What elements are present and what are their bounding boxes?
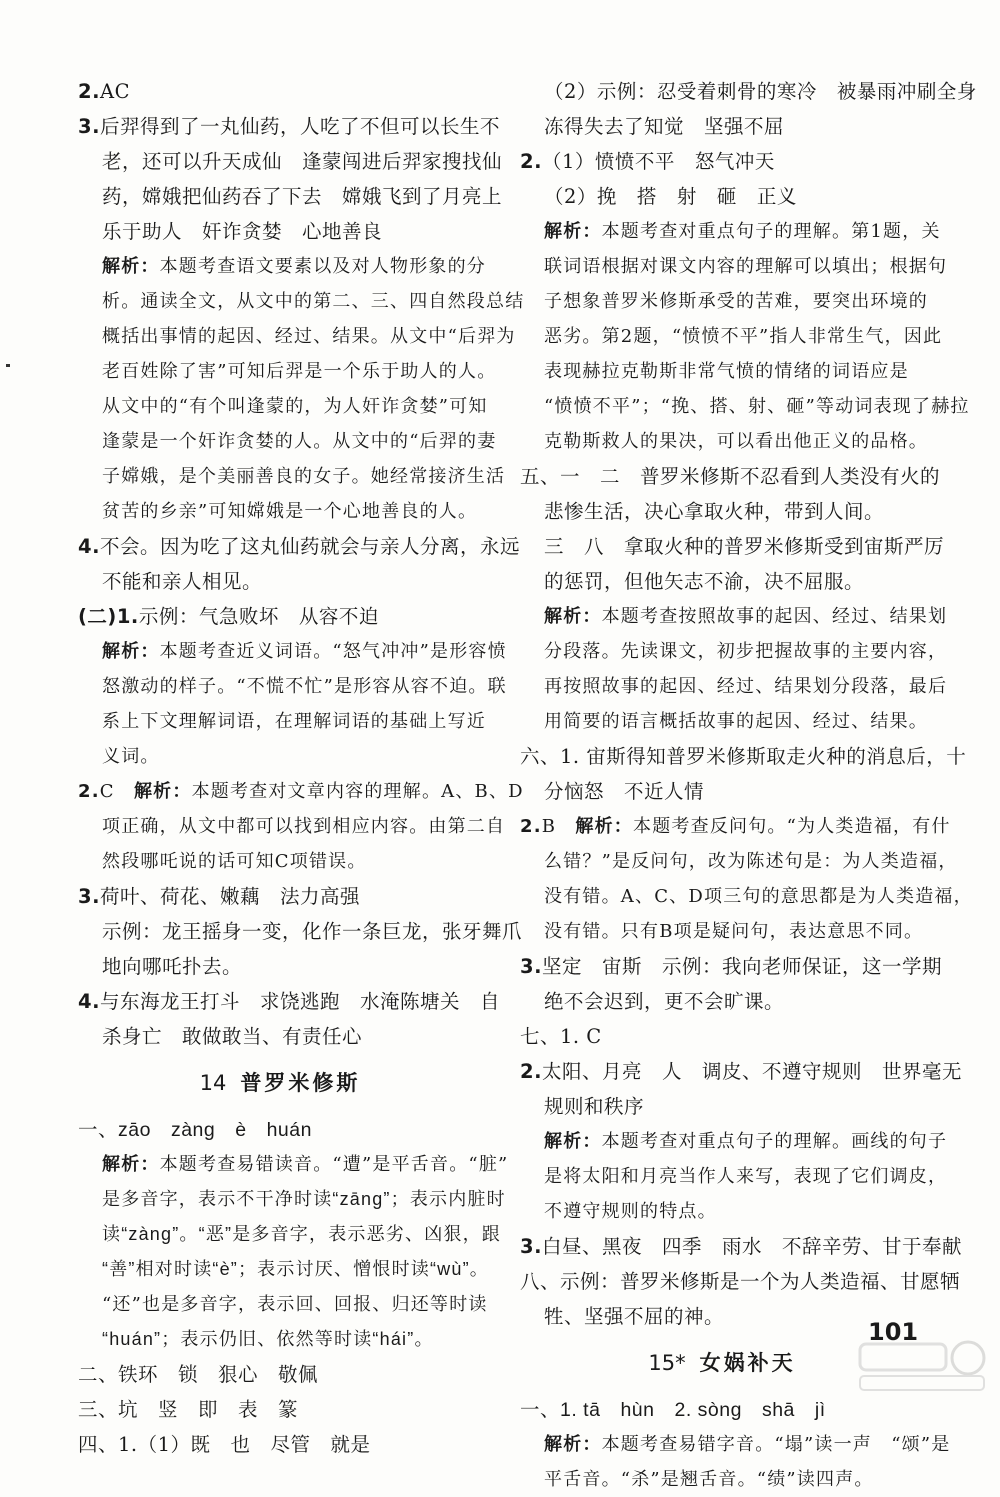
item-number: 4. bbox=[78, 990, 100, 1013]
line-text: 杀身亡 敢做敢当、有责任心 bbox=[102, 1025, 363, 1048]
line-text: 读“zàng”。“恶”是多音字，表示恶劣、凶狠，跟 bbox=[102, 1224, 502, 1244]
analysis-label: 解析： bbox=[544, 1434, 602, 1455]
line-text: 一、zāo zàng è huán bbox=[78, 1119, 312, 1141]
text-line bbox=[520, 494, 924, 529]
line-text: （2）示例：忍受着刺骨的寒冷 被暴雨冲刷全身 bbox=[544, 80, 977, 103]
text-line bbox=[78, 809, 506, 844]
line-text: （2）挽 搭 射 砸 正义 bbox=[544, 185, 797, 208]
text-line bbox=[78, 494, 482, 529]
line-text: “愤愤不平”；“挽、搭、射、砸”等动词表现了赫拉 bbox=[544, 396, 970, 417]
line-text: （1）愤愤不平 怒气冲天 bbox=[541, 150, 775, 173]
line-text: 用简要的语言概括故事的起因、经过、结果。 bbox=[544, 711, 928, 732]
line-text: 分恼怒 不近人情 bbox=[544, 780, 705, 803]
text-line bbox=[520, 564, 924, 599]
line-text: 太阳、月亮 人 调皮、不遵守规则 世界毫无 bbox=[541, 1060, 962, 1083]
analysis-label: 解析： bbox=[102, 641, 160, 662]
line-text: 怒激动的样子。“不慌不忙”是形容从容不迫。联 bbox=[102, 676, 507, 697]
text-line bbox=[78, 599, 482, 634]
line-text: 与东海龙王打斗 求饶逃跑 水淹陈塘关 自 bbox=[99, 990, 500, 1013]
text-line bbox=[520, 634, 948, 669]
line-text: AC bbox=[99, 80, 130, 103]
text-line bbox=[520, 704, 928, 739]
line-text: 老，还可以升天成仙 逢蒙闯进后羿家搜找仙 bbox=[102, 150, 503, 173]
text-line bbox=[78, 214, 482, 249]
line-text: 绝不会迟到，更不会旷课。 bbox=[544, 990, 785, 1013]
line-text: B bbox=[541, 816, 576, 837]
text-line bbox=[520, 284, 928, 319]
text-line bbox=[520, 529, 945, 564]
line-text: 然段哪吒说的话可知C项错误。 bbox=[102, 851, 367, 872]
line-text: 六、1. 宙斯得知普罗米修斯取走火种的消息后，十 bbox=[520, 745, 967, 768]
text-line bbox=[520, 354, 924, 389]
line-text: 克勒斯救人的果决，可以看出他正义的品格。 bbox=[544, 431, 928, 452]
text-line bbox=[520, 424, 928, 459]
analysis-label: 解析： bbox=[575, 816, 634, 837]
text-line bbox=[78, 844, 482, 879]
line-text: 本题考查语文要素以及对人物形象的分 bbox=[159, 256, 487, 277]
item-number: 2. bbox=[520, 150, 542, 173]
text-line bbox=[520, 1264, 961, 1299]
text-line bbox=[78, 1182, 506, 1217]
line-text: 三 八 拿取火种的普罗米修斯受到宙斯严厉 bbox=[544, 535, 945, 558]
text-line bbox=[520, 669, 948, 704]
line-text: 老百姓除了害”可知后羿是一个乐于助人的人。 bbox=[102, 361, 497, 382]
text-line bbox=[520, 319, 943, 354]
line-text: 地向哪吒扑去。 bbox=[102, 955, 243, 978]
text-line bbox=[520, 1054, 962, 1089]
item-number: 3. bbox=[78, 885, 100, 908]
item-number: 2. bbox=[78, 80, 100, 103]
line-text: 系上下文理解词语，在理解词语的基础上写近 bbox=[102, 711, 486, 732]
text-line bbox=[78, 949, 482, 984]
line-text: 再按照故事的起因、经过、结果划分段落，最后 bbox=[544, 676, 948, 697]
text-line bbox=[520, 1159, 948, 1194]
line-text: 析。通读全文，从文中的第二、三、四自然段总结 bbox=[102, 291, 525, 312]
text-line bbox=[78, 739, 482, 774]
text-line bbox=[520, 1462, 924, 1497]
text-line bbox=[520, 74, 977, 109]
line-text: “huán”；表示仍旧、依然等时读“hái”。 bbox=[102, 1329, 434, 1349]
text-line bbox=[520, 949, 942, 984]
line-text: 本题考查易错字音。“塌”读一声 “颂”是 bbox=[601, 1434, 951, 1455]
line-text: 是多音字，表示不干净时读“zāng”；表示内脏时 bbox=[102, 1189, 506, 1209]
section-title: 普罗米修斯 bbox=[240, 1071, 361, 1095]
line-text: 乐于助人 奸诈贪婪 心地善良 bbox=[102, 220, 383, 243]
text-line bbox=[78, 669, 507, 704]
text-line bbox=[78, 459, 506, 494]
line-text: 牲、坚强不屈的神。 bbox=[544, 1305, 725, 1328]
line-text: 逢蒙是一个奸诈贪婪的人。从文中的“后羿的妻 bbox=[102, 431, 497, 452]
analysis-label: 解析： bbox=[102, 1154, 160, 1175]
text-line bbox=[520, 1299, 924, 1334]
text-line bbox=[78, 1019, 482, 1054]
line-text: “还”也是多音字，表示回、回报、归还等时读 bbox=[102, 1294, 488, 1315]
margin-mark bbox=[6, 364, 10, 367]
text-line bbox=[520, 879, 973, 914]
text-line bbox=[78, 319, 516, 354]
line-text: C bbox=[99, 781, 134, 802]
line-text: 联词语根据对课文内容的理解可以填出；根据句 bbox=[544, 256, 948, 277]
line-text: 白昼、黑夜 四季 雨水 不辞辛劳、甘于奉献 bbox=[541, 1235, 962, 1258]
analysis-label: 解析： bbox=[544, 606, 602, 627]
line-text: 本题考查易错读音。“遭”是平舌音。“脏” bbox=[159, 1154, 509, 1175]
line-text: 不会。因为吃了这丸仙药就会与亲人分离，永远 bbox=[99, 535, 520, 558]
item-number: 2. bbox=[78, 781, 100, 802]
line-text: 坚定 宙斯 示例：我向老师保证，这一学期 bbox=[541, 955, 942, 978]
section-number: 14 bbox=[199, 1071, 227, 1095]
text-line bbox=[78, 529, 520, 564]
text-line bbox=[520, 599, 948, 634]
analysis-label: 解析： bbox=[133, 781, 192, 802]
text-line bbox=[78, 1147, 509, 1182]
text-line bbox=[78, 564, 482, 599]
line-text: 的惩罚，但他矢志不渝，决不屈服。 bbox=[544, 570, 865, 593]
text-line bbox=[520, 389, 970, 424]
line-text: 子想象普罗米修斯承受的苦难，要突出环境的 bbox=[544, 291, 928, 312]
section-heading bbox=[78, 1054, 482, 1112]
line-text: 是将太阳和月亮当作人来写，表现了它们调皮， bbox=[544, 1166, 948, 1187]
item-number: (二)1. bbox=[78, 605, 139, 628]
text-line bbox=[78, 984, 500, 1019]
section-title: 女娲补天 bbox=[699, 1351, 796, 1375]
page-number: 101 bbox=[868, 1318, 919, 1346]
line-text: 不遵守规则的特点。 bbox=[544, 1201, 717, 1222]
line-text: 项正确，从文中都可以找到相应内容。由第二自 bbox=[102, 816, 506, 837]
text-line bbox=[520, 1124, 948, 1159]
line-text: 一、1. tā hùn 2. sòng shā jì bbox=[520, 1399, 826, 1421]
line-text: 分段落。先读课文，初步把握故事的主要内容， bbox=[544, 641, 948, 662]
line-text: 八、示例：普罗米修斯是一个为人类造福、甘愿牺 bbox=[520, 1270, 961, 1293]
text-line bbox=[78, 144, 503, 179]
text-line bbox=[78, 249, 487, 284]
line-text: 义词。 bbox=[102, 746, 160, 767]
left-column bbox=[78, 74, 525, 1462]
line-text: 表现赫拉克勒斯非常气愤的情绪的词语应是 bbox=[544, 361, 909, 382]
text-line bbox=[78, 1217, 502, 1252]
text-line bbox=[78, 1392, 482, 1427]
text-line bbox=[78, 354, 497, 389]
line-text: 药，嫦娥把仙药吞了下去 嫦娥飞到了月亮上 bbox=[102, 185, 503, 208]
text-line bbox=[520, 1019, 924, 1054]
text-line bbox=[520, 1194, 924, 1229]
line-text: 恶劣。第2题，“愤愤不平”指人非常生气，因此 bbox=[544, 326, 943, 347]
line-text: 本题考查对重点句子的理解。第1题，关 bbox=[601, 221, 941, 242]
item-number: 3. bbox=[520, 1235, 542, 1258]
text-line bbox=[520, 774, 924, 809]
text-line bbox=[78, 284, 525, 319]
text-line bbox=[78, 424, 497, 459]
text-line bbox=[78, 1357, 482, 1392]
text-line bbox=[78, 914, 523, 949]
line-text: 么错？”是反问句，改为陈述句是：为人类造福， bbox=[544, 851, 958, 872]
item-number: 2. bbox=[520, 816, 542, 837]
text-line bbox=[520, 1427, 951, 1462]
line-text: 五、一 二 普罗米修斯不忍看到人类没有火的 bbox=[520, 465, 941, 488]
text-line bbox=[78, 389, 488, 424]
text-line bbox=[78, 1112, 482, 1147]
line-text: 没有错。A、C、D项三句的意思都是为人类造福， bbox=[544, 886, 973, 907]
line-text: 悲惨生活，决心拿取火种，带到人间。 bbox=[544, 500, 885, 523]
item-number: 2. bbox=[520, 1060, 542, 1083]
line-text: 概括出事情的起因、经过、结果。从文中“后羿为 bbox=[102, 326, 516, 347]
text-line bbox=[520, 984, 924, 1019]
text-line bbox=[520, 179, 924, 214]
text-line bbox=[78, 634, 507, 669]
text-line bbox=[78, 179, 503, 214]
line-text: 贫苦的乡亲”可知嫦娥是一个心地善良的人。 bbox=[102, 501, 478, 522]
line-text: 本题考查近义词语。“怒气冲冲”是形容愤 bbox=[159, 641, 507, 662]
text-line bbox=[78, 74, 482, 109]
item-number: 3. bbox=[520, 955, 542, 978]
section-number: 15* bbox=[648, 1351, 686, 1375]
text-line bbox=[520, 809, 951, 844]
line-text: 没有错。只有B项是疑问句，表达意思不同。 bbox=[544, 921, 924, 942]
line-text: 三、坑 竖 即 表 篆 bbox=[78, 1398, 299, 1421]
text-line bbox=[78, 1322, 482, 1357]
line-text: 示例：气急败坏 从容不迫 bbox=[138, 605, 379, 628]
line-text: 本题考查反问句。“为人类造福，有什 bbox=[633, 816, 951, 837]
line-text: 荷叶、荷花、嫩藕 法力高强 bbox=[99, 885, 360, 908]
analysis-label: 解析： bbox=[544, 221, 602, 242]
text-line bbox=[78, 1427, 482, 1462]
text-line bbox=[520, 914, 924, 949]
line-text: 子嫦娥，是个美丽善良的女子。她经常接济生活 bbox=[102, 466, 506, 487]
text-line bbox=[520, 1229, 962, 1264]
right-column bbox=[520, 74, 977, 1497]
watermark-logo bbox=[856, 1340, 988, 1394]
item-number: 3. bbox=[78, 115, 100, 138]
text-line bbox=[520, 844, 958, 879]
line-text: 四、1.（1）既 也 尽管 就是 bbox=[78, 1433, 371, 1456]
text-line bbox=[78, 1252, 489, 1287]
line-text: “善”相对时读“è”；表示讨厌、憎恨时读“wù”。 bbox=[102, 1259, 489, 1279]
text-line bbox=[78, 774, 524, 809]
line-text: 规则和秩序 bbox=[544, 1095, 645, 1118]
text-line bbox=[520, 459, 941, 494]
line-text: 冻得失去了知觉 坚强不屈 bbox=[544, 115, 785, 138]
line-text: 平舌音。“杀”是翘舌音。“绩”读四声。 bbox=[544, 1469, 874, 1490]
text-line bbox=[78, 704, 486, 739]
text-line bbox=[520, 249, 948, 284]
text-line bbox=[520, 1392, 924, 1427]
text-line bbox=[520, 1089, 924, 1124]
item-number: 4. bbox=[78, 535, 100, 558]
line-text: 示例：龙王摇身一变，化作一条巨龙，张牙舞爪 bbox=[102, 920, 523, 943]
text-line bbox=[78, 109, 500, 144]
text-line bbox=[520, 144, 924, 179]
line-text: 七、1. C bbox=[520, 1025, 602, 1048]
line-text: 不能和亲人相见。 bbox=[102, 570, 263, 593]
text-line bbox=[78, 879, 482, 914]
text-line bbox=[520, 739, 967, 774]
line-text: 本题考查对重点句子的理解。画线的句子 bbox=[601, 1131, 948, 1152]
line-text: 二、铁环 锁 狠心 敬佩 bbox=[78, 1363, 319, 1386]
line-text: 本题考查按照故事的起因、经过、结果划 bbox=[601, 606, 948, 627]
text-line bbox=[520, 109, 924, 144]
text-line bbox=[520, 214, 941, 249]
analysis-label: 解析： bbox=[102, 256, 160, 277]
line-text: 后羿得到了一丸仙药，人吃了不但可以长生不 bbox=[99, 115, 500, 138]
analysis-label: 解析： bbox=[544, 1131, 602, 1152]
text-line bbox=[78, 1287, 488, 1322]
line-text: 本题考查对文章内容的理解。A、B、D bbox=[191, 781, 524, 802]
line-text: 从文中的“有个叫逢蒙的，为人奸诈贪婪”可知 bbox=[102, 396, 488, 417]
